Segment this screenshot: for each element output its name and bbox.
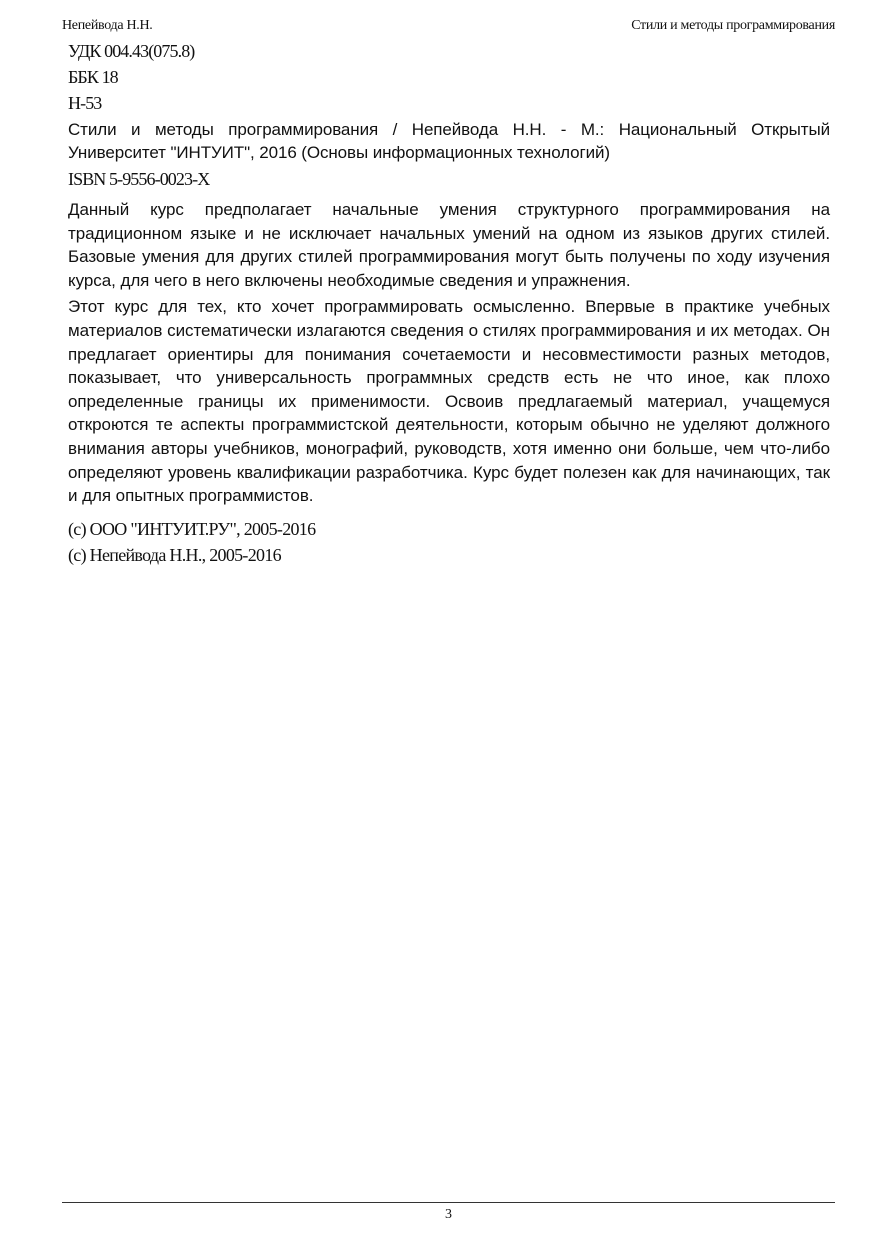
bbk-code: ББК 18	[68, 67, 118, 87]
copyright-block	[68, 516, 830, 568]
header-author: Непейвода Н.Н.	[62, 18, 153, 33]
copyright-author: (c) Непейвода Н.Н., 2005-2016	[68, 544, 281, 565]
footer-divider	[62, 1202, 835, 1203]
page-number: 3	[445, 1207, 452, 1222]
abstract-paragraph-1: Данный курс предполагает начальные умения структурного программирования на традиционном языке и не исключает начальных умений на одном из языков других стилей. Базовые умения для других стилей программирования могут быть получены по ходу изучения курса, для чего в него включены необходимые сведения и упражнения.	[68, 200, 830, 290]
bibliographic-citation: Стили и методы программирования / Непейвода Н.Н. - М.: Национальный Открытый Университет "ИНТУИТ", 2016 (Основы информационных технологий)	[68, 120, 830, 162]
page-content	[68, 38, 830, 568]
isbn: ISBN 5-9556-0023-X	[68, 169, 210, 189]
copyright-publisher: (c) ООО "ИНТУИТ.РУ", 2005-2016	[68, 518, 316, 539]
header-book-title: Стили и методы программирования	[631, 18, 835, 33]
abstract-paragraph-2: Этот курс для тех, кто хочет программировать осмысленно. Впервые в практике учебных материалов систематически излагаются сведения о стилях программирования и их методах. Он предлагает ориентиры для понимания сочетаемости и несовместимости разных методов, показывает, что универсальность программных средств есть не что иное, как плохо определенные границы их применимости. Освоив предлагаемый материал, учащемуся откроются те аспекты программистской деятельности, которым обычно не уделяют должного внимания авторы учебников, монографий, руководств, хотя именно они больше, чем что-либо определяют уровень квалификации разработчика. Курс будет полезен как для начинающих, так и для опытных программистов.	[68, 297, 830, 506]
author-mark: Н-53	[68, 93, 102, 113]
udk-code: УДК 004.43(075.8)	[68, 41, 195, 61]
running-header	[62, 17, 835, 35]
